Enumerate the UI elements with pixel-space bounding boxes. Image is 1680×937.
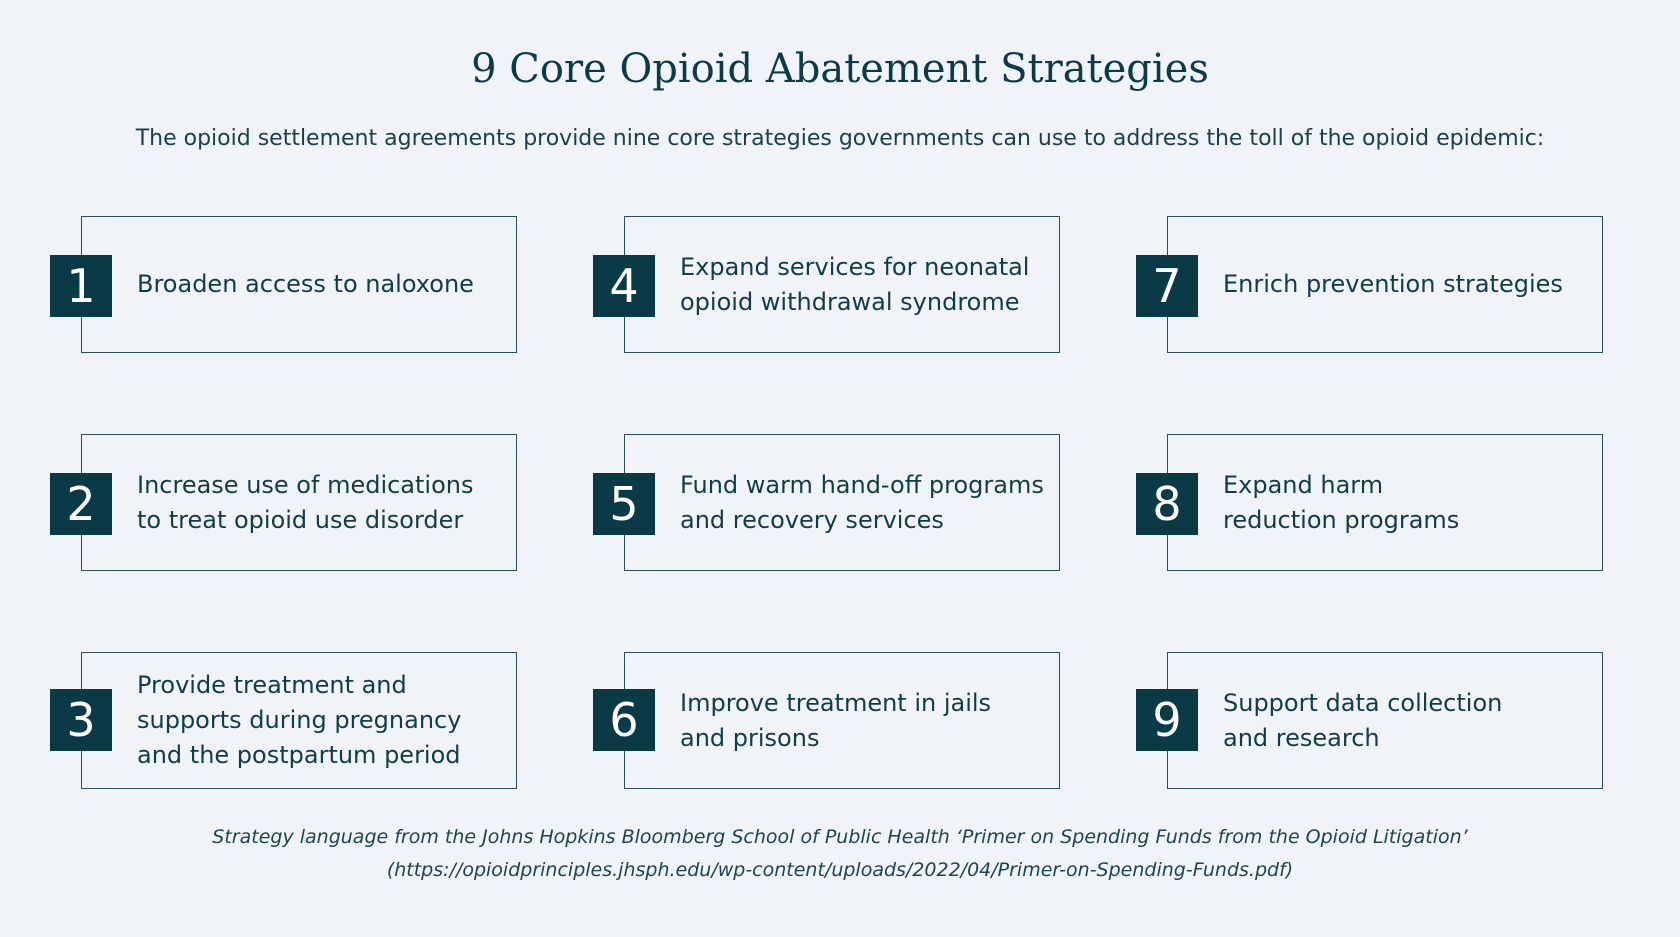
- strategy-card-5: [624, 434, 1060, 571]
- strategy-card-6: [624, 652, 1060, 789]
- page-subtitle: The opioid settlement agreements provide nine core strategies governments can use to address the toll of the opioid epidemic:: [135, 126, 1545, 151]
- strategy-number-9: 9: [1136, 689, 1198, 751]
- strategy-number-5: 5: [593, 473, 655, 535]
- strategy-card-8: [1167, 434, 1603, 571]
- strategy-card-2: [81, 434, 517, 571]
- strategy-text-5: Fund warm hand-off programs and recovery services: [680, 470, 1044, 534]
- strategy-card-4: [624, 216, 1060, 353]
- strategy-text-8: Expand harm reduction programs: [1223, 470, 1460, 534]
- strategy-card-7: [1167, 216, 1603, 353]
- strategy-card-3: [81, 652, 517, 789]
- strategy-number-6: 6: [593, 689, 655, 751]
- strategy-number-2: 2: [50, 473, 112, 535]
- strategy-text-6: Improve treatment in jails and prisons: [680, 688, 992, 752]
- strategy-text-2: Increase use of medications to treat opioid use disorder: [137, 470, 474, 534]
- strategy-number-1: 1: [50, 255, 112, 317]
- strategy-card-9: [1167, 652, 1603, 789]
- strategy-text-4: Expand services for neonatal opioid withdrawal syndrome: [680, 252, 1030, 316]
- strategy-number-3: 3: [50, 689, 112, 751]
- strategy-card-1: [81, 216, 517, 353]
- page-title: 9 Core Opioid Abatement Strategies: [471, 46, 1209, 92]
- strategy-text-9: Support data collection and research: [1223, 688, 1503, 752]
- strategy-text-3: Provide treatment and supports during pregnancy and the postpartum period: [137, 671, 462, 769]
- strategy-number-8: 8: [1136, 473, 1198, 535]
- source-url: (https://opioidprinciples.jhsph.edu/wp-content/uploads/2022/04/Primer-on-Spending-Funds.pdf): [386, 859, 1294, 881]
- strategy-number-7: 7: [1136, 255, 1198, 317]
- strategy-text-7: Enrich prevention strategies: [1223, 270, 1563, 298]
- strategy-text-1: Broaden access to naloxone: [137, 270, 474, 298]
- strategy-number-4: 4: [593, 255, 655, 317]
- source-citation: Strategy language from the Johns Hopkins Bloomberg School of Public Health ‘Primer on Spending Funds from the Opioid Litigation’: [212, 826, 1468, 848]
